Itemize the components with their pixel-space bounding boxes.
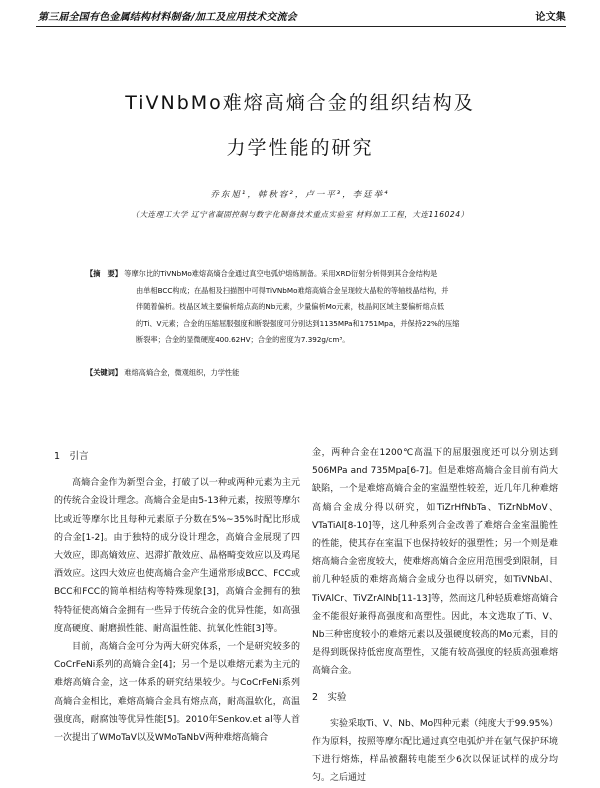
abstract-block bbox=[86, 266, 518, 349]
intro-paragraph: 高熵合金作为新型合金，打破了以一种或两种元素为主元的传统合金设计理念。高熵合金是由5-13种元素，按照等摩尔比或近等摩尔比且每种元素原子分数在5%~35%时配比形成的合金[1-2]。由于独特的成分设计理念，高熵合金展现了四大效应，即高熵效应、迟滞扩散效应、晶格畸变效应以及鸡尾酒效应。这四大效应也使高熵合金产生通常形成BCC、FCC或BCC和FCC的简单相结构等特殊现象[3]，高熵合金拥有的独特特征使高熵合金拥有一些异于传统合金的优异性能，如高强度高硬度、耐磨损性能、耐高温性能、抗氧化性能[3]等。 bbox=[54, 478, 300, 634]
abstract-line: 伴随着偏析。枝晶区域主要偏析熔点高的Nb元素，少量偏析Mo元素，枝晶间区域主要偏析熔点低 bbox=[136, 302, 445, 311]
section-label: 论文集 bbox=[535, 12, 566, 23]
section-1-heading: 1 引言 bbox=[54, 451, 89, 462]
keywords-text: 难熔高熵合金，微观组织，力学性能 bbox=[124, 368, 240, 377]
abstract-label: 【摘 要】 bbox=[86, 269, 122, 278]
keywords-label: 【关键词】 bbox=[86, 368, 122, 377]
keywords-block bbox=[86, 368, 518, 378]
abstract-line: 由单相BCC构成；在晶相及扫描图中可得TiVNbMo难熔高熵合金呈现较大晶粒的等轴枝晶结构，并 bbox=[136, 285, 449, 295]
abstract-line: 等摩尔比的TiVNbMo难熔高熵合金通过真空电弧炉熔炼制备。采用XRD衍射分析得到其合金结构是 bbox=[124, 269, 438, 278]
affiliation: （大连理工大学 辽宁省凝固控制与数字化制备技术重点实验室 材料加工工程，大连116024） bbox=[131, 210, 469, 219]
abstract-line: 断裂率；合金的显微硬度400.62HV；合金的密度为7.392g/cm³。 bbox=[136, 335, 350, 344]
section-2-heading: 2 实验 bbox=[312, 691, 347, 703]
intro-continued-paragraph: 金，两种合金在1200℃高温下的屈服强度还可以分别达到506MPa and 735Mpa[6-7]。但是难熔高熵合金目前有尚大缺陷，一个是难熔高熵合金的室温塑性较差，近几年几种难熔高熵合金成分得以研究，如TiZrHfNbTa、TiZrNbMoV、VTaTiAl[8-10]等，这几种系列合金改善了难熔合金室温脆性的性能，使其存在室温下也保持较好的强塑性；另一个则是难熔高熵合金密度较大，使难熔高熵合金应用范围受到限制，目前几种轻质的难熔高熵合金成分也得以研究，如TiVNbAl、TiVAlCr、TiVZrAlNb[11-13]等，然而这几种轻质难熔高熵合金不能很好兼得高强度和高塑性。因此，本文选取了Ti、V、Nb三种密度较小的难熔元素以及强硬度较高的Mo元素，目的是得到既保持低密度高塑性，又能有较高强度的轻质高强难熔高熵合金。 bbox=[312, 448, 558, 677]
paper-title-line-2: 力学性能的研究 bbox=[226, 137, 374, 159]
right-column bbox=[312, 444, 558, 788]
left-column bbox=[54, 446, 300, 747]
header-rule bbox=[36, 26, 566, 27]
paper-title-line-1: TiVNbMo难熔高熵合金的组织结构及 bbox=[125, 92, 475, 114]
conference-name: 第三届全国有色金属结构材料制备/加工及应用技术交流会 bbox=[38, 12, 297, 23]
running-header bbox=[38, 8, 566, 24]
author-list: 乔东旭¹，韩秋容²，卢一平³，李廷举⁴ bbox=[210, 190, 390, 200]
experiment-paragraph: 实验采取Ti、V、Nb、Mo四种元素（纯度大于99.95%）作为原料，按照等摩尔配比通过真空电弧炉并在氩气保护环境下进行熔炼，样品被翻转电能至少6次以保证试样的成分均匀。之后通过 bbox=[312, 718, 558, 784]
intro-paragraph: 目前，高熵合金可分为两大研究体系，一个是研究较多的CoCrFeNi系列的高熵合金[4]；另一个是以难熔元素为主元的难熔高熵合金，这一体系的研究结果较少。与CoCrFeNi系列高熵合金相比，难熔高熵合金具有熔点高，耐高温软化，高温强度高，耐腐蚀等优异性能[5]。2010年Senkov.et al等人首一次提出了WMoTaV以及WMoTaNbV两种难熔高熵合 bbox=[54, 642, 300, 744]
abstract-line: 的Ti、V元素；合金的压缩屈服强度和断裂强度可分别达到1135MPa和1751Mpa，并保持22%的压缩 bbox=[136, 318, 460, 328]
